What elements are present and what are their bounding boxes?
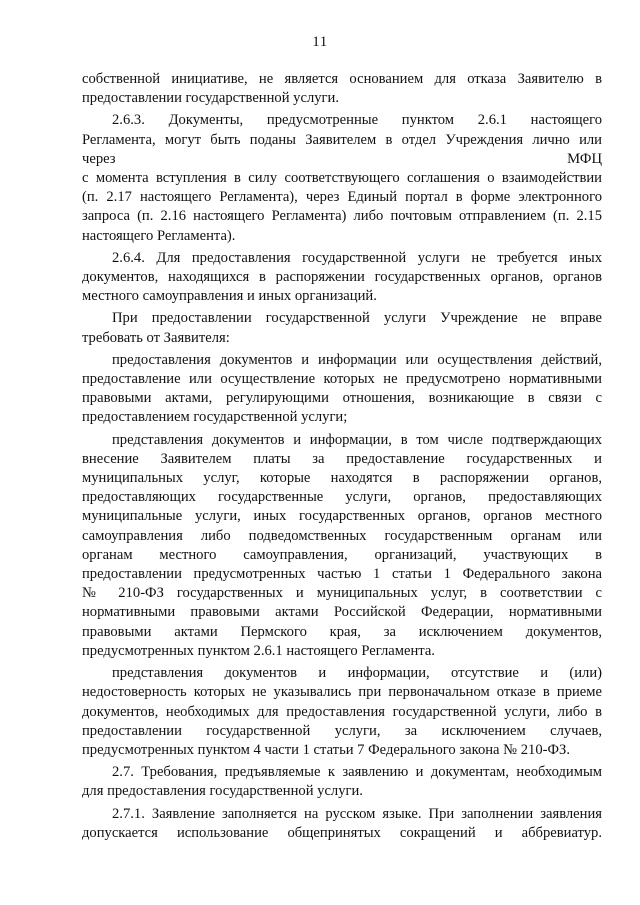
text-line: предоставлении государственной услуги, за исключением случаев, (82, 722, 602, 739)
text-line: (п. 2.17 настоящего Регламента), через Единый портал в форме электронного (82, 189, 602, 206)
text-line: № 210-ФЗ государственных и муниципальных услуг, в соответствии с (82, 585, 602, 602)
paragraph-restriction-1 (82, 351, 602, 428)
text-line: правовыми актами, регулирующими отношения, возникающие в связи с (82, 390, 602, 407)
text-line: правовыми актами Пермского края, за исключением документов, (82, 623, 602, 640)
text-line-split (82, 150, 602, 169)
text-line: 2.6.3. Документы, предусмотренные пунктом 2.6.1 настоящего (112, 112, 602, 129)
text-line: собственной инициативе, не является основанием для отказа Заявителю в (82, 71, 602, 87)
text-line: предоставляющих государственные услуги, органов, предоставляющих (82, 489, 602, 506)
text-line: 2.7.1. Заявление заполняется на русском языке. При заполнении заявления (112, 805, 602, 822)
text-line: предоставлением государственной услуги; (82, 409, 348, 426)
text-line: муниципальные услуги, иных государственных органов, органов местного (82, 508, 602, 525)
paragraph-2-6-3 (82, 111, 602, 245)
text-line: документов, необходимых для предоставления государственной услуги, либо в (82, 703, 602, 720)
text-line: документов, находящихся в распоряжении государственных органов, органов (82, 269, 602, 286)
paragraph-2-7-1 (82, 805, 602, 843)
text-line: предоставлении государственной услуги. (82, 90, 339, 107)
paragraph-2-7 (82, 763, 602, 801)
text-line: 2.6.4. Для предоставления государственной услуги не требуется иных (112, 249, 602, 266)
paragraph-restrictions-intro (82, 309, 602, 347)
text-line: предусмотренных пунктом 4 части 1 статьи 7 Федерального закона № 210-ФЗ. (82, 741, 570, 758)
text-line: допускается использование общепринятых сокращений и аббревиатур. (82, 824, 602, 841)
text-line: для предоставления государственной услуги. (82, 783, 363, 800)
text-line: муниципальных услуг, которые находятся в распоряжении органов, (82, 470, 602, 487)
text-line: предоставление или осуществление которых не предусмотрено нормативными (82, 371, 602, 388)
text-line: требовать от Заявителя: (82, 329, 230, 346)
text-line: недостоверность которых не указывались при первоначальном отказе в приеме (82, 684, 602, 701)
text-line: запроса (п. 2.16 настоящего Регламента) либо почтовым отправлением (п. 2.15 (82, 208, 602, 225)
text-line: нормативными правовыми актами Российской Федерации, нормативными (82, 604, 602, 621)
text-left: через (82, 150, 116, 167)
paragraph-restriction-2 (82, 431, 602, 661)
text-line: представления документов и информации, отсутствие и (или) (112, 665, 602, 682)
paragraph-continuation (82, 70, 602, 108)
text-line: предоставления документов и информации или осуществления действий, (112, 351, 602, 368)
paragraph-restriction-3 (82, 664, 602, 760)
paragraph-2-6-4 (82, 249, 602, 307)
text-line: предоставлении предусмотренных частью 1 статьи 1 Федерального закона (82, 566, 602, 583)
document-body (82, 67, 602, 843)
page-number: 11 (312, 34, 328, 50)
text-line: местного самоуправления и иных организаций. (82, 288, 377, 305)
text-right: МФЦ (567, 150, 602, 167)
text-line: внесение Заявителем платы за предоставление государственных и (82, 450, 602, 467)
text-line: настоящего Регламента). (82, 227, 236, 244)
text-line: самоуправления либо подведомственных государственным органам или (82, 527, 602, 544)
text-line: Регламента, могут быть поданы Заявителем в отдел Учреждения лично или (82, 131, 602, 148)
text-line: с момента вступления в силу соответствующего соглашения о взаимодействии (82, 170, 602, 187)
text-line: представления документов и информации, в том числе подтверждающих (112, 431, 602, 448)
text-line: 2.7. Требования, предъявляемые к заявлению и документам, необходимым (112, 764, 602, 781)
text-line: При предоставлении государственной услуги Учреждение не вправе (112, 310, 602, 327)
text-line: предусмотренных пунктом 2.6.1 настоящего Регламента. (82, 642, 435, 659)
text-line: органам местного самоуправления, организаций, участвующих в (82, 546, 602, 563)
